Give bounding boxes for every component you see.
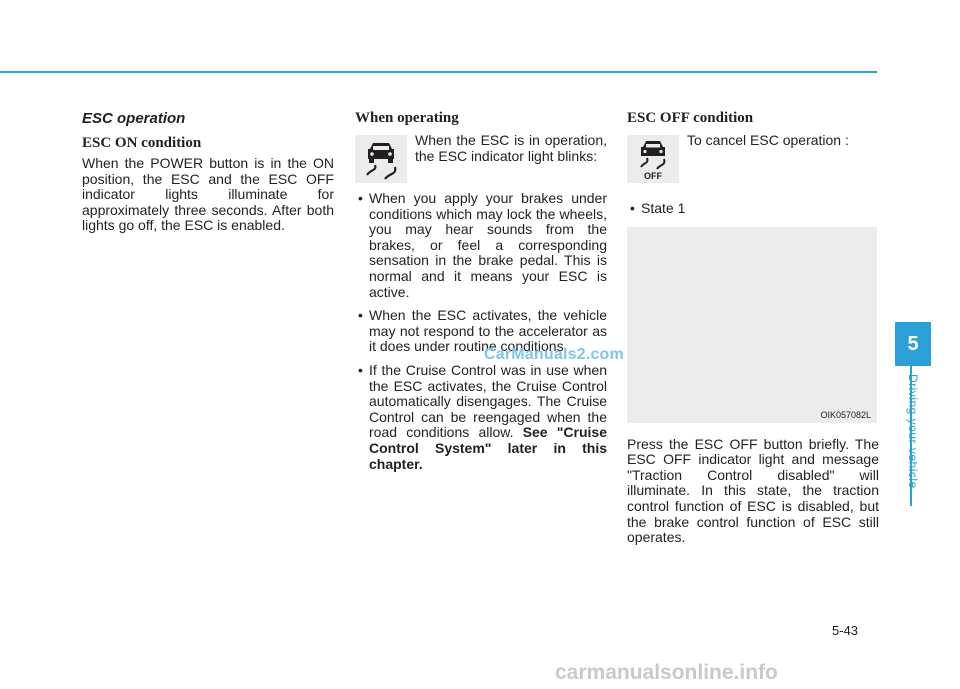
esc-operation-intro: When the ESC is in operation, the ESC indicator light blinks: [415,132,607,164]
esc-off-intro: To cancel ESC operation : [687,132,849,148]
esc-indicator-icon [355,135,407,183]
esc-on-paragraph: When the POWER button is in the ON position, the ESC and the ESC OFF indicator lights illuminate for approximately three seconds. After both lights go off, the ESC is enabled. [82,155,334,234]
when-operating-heading: When operating [355,110,459,126]
off-label: OFF [644,171,662,181]
esc-off-figure [627,227,877,423]
state-list [627,201,879,217]
watermark: CarManuals2.com [484,346,624,363]
list-item: • If the Cruise Control was in use when the ESC activates, the Cruise Control automatically disengages. The Cruise Control can be reengaged when the road conditions allow. See "Cruise Control System" later in this chapter. [358,361,608,472]
esc-off-indicator-icon [627,135,679,183]
top-rule [0,71,877,73]
chapter-tab: 5 [895,322,931,366]
right-column [627,108,879,546]
esc-off-heading: ESC OFF condition [627,110,754,126]
left-column [82,108,334,234]
list-item: • State 1 [630,200,686,216]
esc-off-paragraph: Press the ESC OFF button briefly. The ESC OFF indicator light and message "Traction Control disabled" will illuminate. In this state, the traction control function of ESC is disabled, but the brake control function of ESC still operates. [627,435,879,546]
operating-bullet-list [355,191,607,472]
page-number: 5-43 [832,623,859,638]
chapter-label: Driving your vehicle [906,374,920,489]
section-title: ESC operation [82,110,186,127]
list-item: • When you apply your brakes under conditions which may lock the wheels, you may hear sounds from the brakes, or feel a corresponding sensation in the brake pedal. This is normal and it means your ESC is active. [358,190,607,300]
esc-off-indicator-row [627,133,879,185]
list-item: • When the ESC activates, the vehicle may not respond to the accelerator as it does under routine conditions. [358,307,607,355]
esc-indicator-row [355,133,607,185]
cross-reference: See "Cruise Control System" later in this chapter. [369,424,608,472]
esc-on-heading: ESC ON condition [82,135,202,151]
middle-column [355,108,607,480]
state-label: State 1 [641,200,686,216]
figure-code: OIK057082L [820,409,871,420]
footer-watermark: carmanualsonline.info [555,661,778,684]
